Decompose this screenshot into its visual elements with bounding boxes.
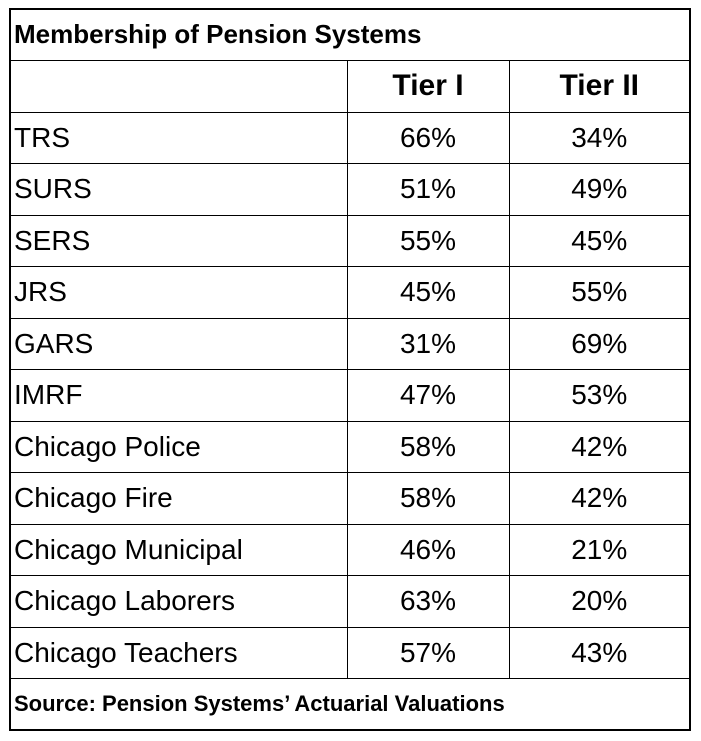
tier-2-share: 49% [509,164,689,216]
header-system [11,60,347,112]
table-row [11,164,689,216]
tier-2-share: 20% [509,576,689,628]
table-row [11,576,689,628]
system-name: Chicago Fire [11,473,347,525]
tier-1-share: 58% [347,473,509,525]
tier-1-share: 31% [347,318,509,370]
system-name: TRS [11,112,347,164]
tier-2-share: 21% [509,524,689,576]
tier-1-share: 55% [347,215,509,267]
tier-2-share: 42% [509,473,689,525]
tier-1-share: 45% [347,267,509,319]
tier-2-share: 43% [509,627,689,679]
tier-2-share: 69% [509,318,689,370]
table-row [11,370,689,422]
header-row [11,60,689,112]
table-title: Membership of Pension Systems [11,10,689,60]
system-name: SERS [11,215,347,267]
tier-2-share: 53% [509,370,689,422]
table-row [11,473,689,525]
source-note: Source: Pension Systems’ Actuarial Valuations [11,679,689,729]
pension-membership-table [9,8,691,731]
system-name: IMRF [11,370,347,422]
tier-1-share: 47% [347,370,509,422]
tier-1-share: 46% [347,524,509,576]
header-tier-2: Tier II [509,60,689,112]
source-row [11,679,689,729]
table-row [11,524,689,576]
tier-2-share: 55% [509,267,689,319]
tier-1-share: 63% [347,576,509,628]
system-name: JRS [11,267,347,319]
membership-table-grid [11,10,689,729]
tier-1-share: 57% [347,627,509,679]
title-row [11,10,689,60]
table-row [11,627,689,679]
tier-2-share: 34% [509,112,689,164]
tier-1-share: 58% [347,421,509,473]
table-row [11,112,689,164]
system-name: SURS [11,164,347,216]
tier-2-share: 42% [509,421,689,473]
table-row [11,215,689,267]
system-name: Chicago Police [11,421,347,473]
system-name: GARS [11,318,347,370]
header-tier-1: Tier I [347,60,509,112]
tier-2-share: 45% [509,215,689,267]
tier-1-share: 66% [347,112,509,164]
table-row [11,421,689,473]
tier-1-share: 51% [347,164,509,216]
system-name: Chicago Municipal [11,524,347,576]
system-name: Chicago Laborers [11,576,347,628]
table-row [11,318,689,370]
table-row [11,267,689,319]
system-name: Chicago Teachers [11,627,347,679]
